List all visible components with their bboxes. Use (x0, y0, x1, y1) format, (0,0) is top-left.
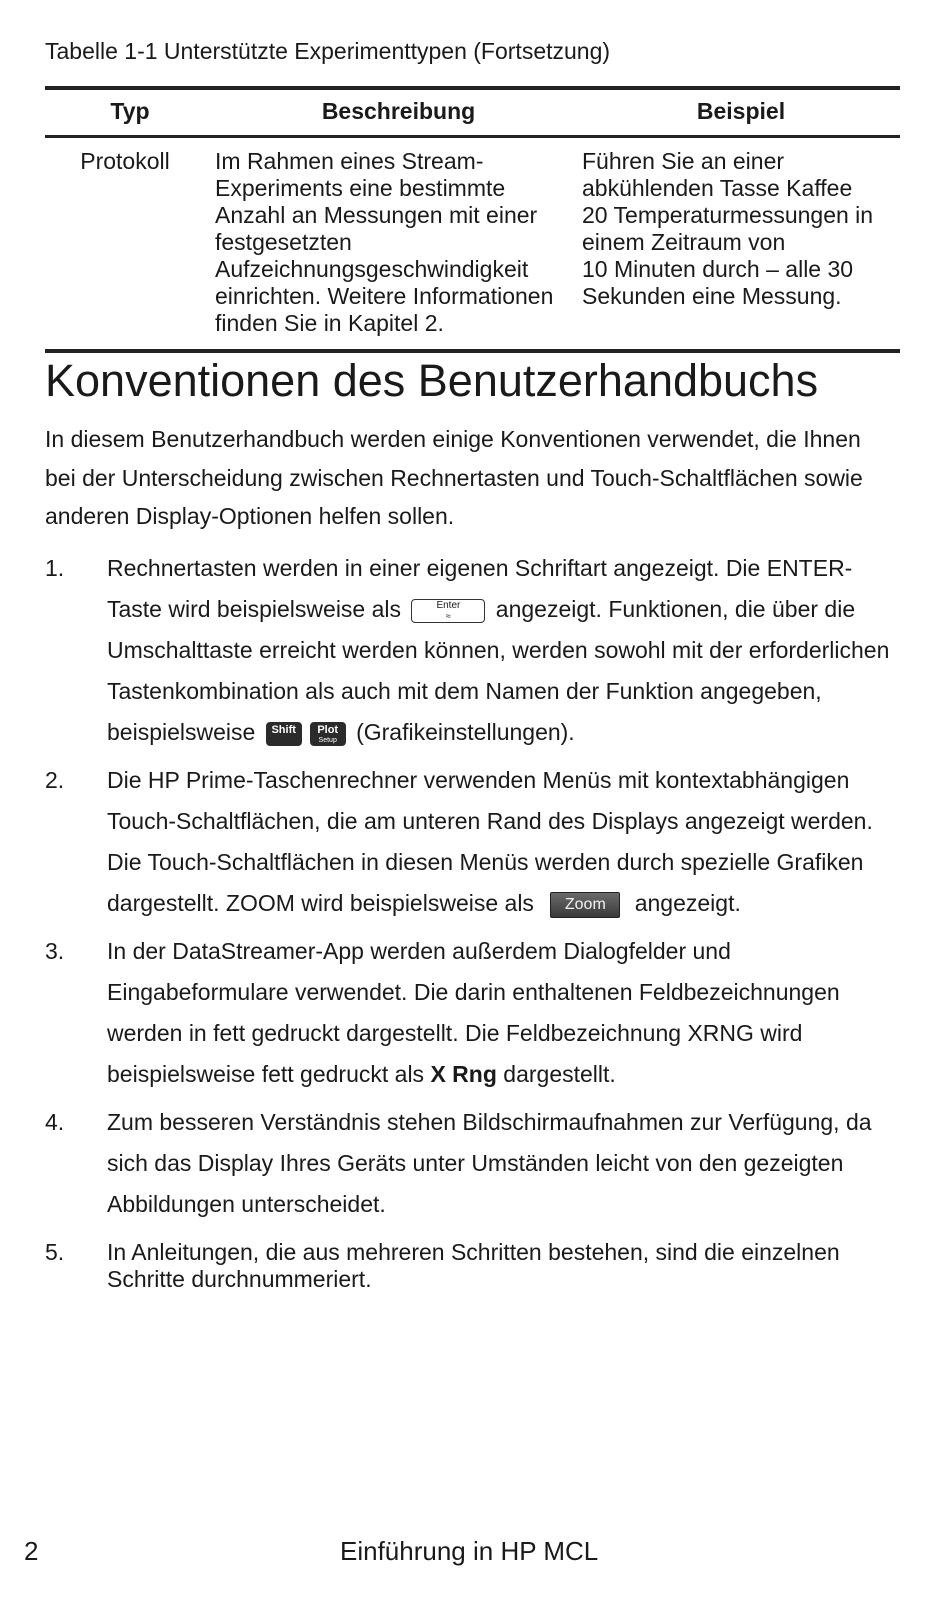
list-item (45, 1102, 900, 1225)
experiment-types-table (45, 86, 900, 353)
zoom-softkey-icon: Zoom (550, 892, 620, 918)
bold-field-label: X Rng (430, 1061, 497, 1087)
cell-beispiel: Führen Sie an einer abkühlenden Tasse Kaffee 20 Temperaturmessungen in einem Zeitraum von 10 Minuten durch – alle 30 Sekunden eine Messung. (582, 137, 900, 352)
table-header-row (45, 88, 900, 137)
item-text: Die HP Prime-Taschenrechner verwenden Menüs mit kontextabhängigen Touch-Schaltflächen, die am unteren Rand des Displays angezeigt werden. Die Touch-Schaltflächen in diesen Menüs werden durch spezielle Grafiken dargestellt. ZOOM wird beispielsweise als (107, 767, 873, 916)
item-text: Rechnertasten werden in einer eigenen Schriftart angezeigt. Die ENTER-Taste wird beispielsweise als (107, 555, 853, 622)
table-row (45, 137, 900, 352)
enter-key-label: Enter (436, 599, 461, 611)
plot-setup-key-icon (310, 722, 346, 746)
item-text: angezeigt. Funktionen, die über die Umschalttaste erreicht werden können, werden sowohl mit der erforderlichen Tastenkombination als auch mit dem Namen der Funktion angegeben, beispielsweise (107, 596, 890, 745)
section-title: Konventionen des Benutzerhandbuchs (45, 355, 819, 406)
enter-key-icon (411, 599, 485, 623)
item-text: (Grafikeinstellungen). (356, 719, 575, 745)
plot-key-label: Plot (317, 723, 339, 736)
footer-title: Einführung in HP MCL (340, 1536, 599, 1566)
cell-beschreibung: Im Rahmen eines Stream- Experiments eine bestimmte Anzahl an Messungen mit einer festgesetzten Aufzeichnungsgeschwindigkeit einrichten. Weitere Informationen finden Sie in Kapitel 2. (215, 137, 582, 352)
list-item (45, 931, 900, 1095)
list-number: 5. (45, 1239, 65, 1265)
item-text: angezeigt. (634, 890, 741, 916)
item-text: Zum besseren Verständnis stehen Bildschirmaufnahmen zur Verfügung, da sich das Display Ihres Geräts unter Umständen leicht von den gezeigten Abbildungen unterscheidet. (107, 1109, 872, 1217)
shift-key-label: Shift (271, 723, 296, 736)
list-number: 1. (45, 555, 65, 581)
plot-key-sublabel: Setup (318, 736, 337, 744)
item-text: dargestellt. (503, 1061, 616, 1087)
conventions-list (45, 548, 900, 1300)
page-number: 2 (24, 1536, 39, 1566)
cell-typ: Protokoll (45, 137, 215, 352)
item-text: In der DataStreamer-App werden außerdem Dialogfelder und Eingabeformulare verwendet. Die darin enthaltenen Feldbezeichnungen werden in fett gedruckt dargestellt. Die Feldbezeichnung XRNG wird beispielsweise fett gedruckt als (107, 938, 840, 1087)
list-number: 4. (45, 1109, 65, 1135)
item-text: In Anleitungen, die aus mehreren Schritten bestehen, sind die einzelnen Schritte durchnummeriert. (107, 1239, 840, 1292)
shift-key-icon (266, 722, 302, 746)
list-item (45, 548, 900, 753)
table-caption: Tabelle 1-1 Unterstützte Experimenttypen (Fortsetzung) (45, 38, 611, 64)
list-number: 2. (45, 767, 65, 793)
header-beschreibung: Beschreibung (215, 88, 582, 137)
header-typ: Typ (45, 88, 215, 137)
header-beispiel: Beispiel (582, 88, 900, 137)
list-number: 3. (45, 938, 65, 964)
section-intro: In diesem Benutzerhandbuch werden einige Konventionen verwendet, die Ihnen bei der Unterscheidung zwischen Rechnertasten und Touch-Schaltflächen sowie anderen Display-Optionen helfen sollen. (45, 426, 863, 529)
list-item (45, 1239, 900, 1293)
enter-key-sublabel: ≈ (445, 610, 451, 621)
list-item (45, 760, 900, 924)
